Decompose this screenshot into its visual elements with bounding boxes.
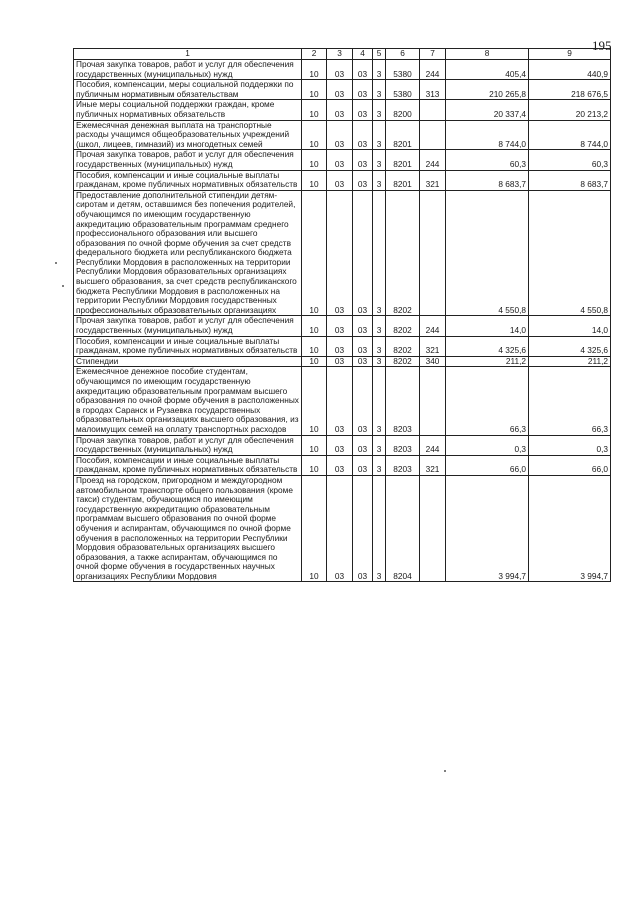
code-cell-c7: 321 <box>420 170 446 190</box>
amount-col8: 20 337,4 <box>446 100 529 120</box>
amount-col9: 66,3 <box>529 367 611 435</box>
code-cell-c3: 03 <box>327 60 353 80</box>
amount-col9: 8 744,0 <box>529 120 611 150</box>
row-description: Проезд на городском, пригородном и междугородном автомобильном транспорте общего пользования (кроме такси) студентам, обучающимся по имеющим государственную аккредитацию образовательным программам высшего образования по очной форме обучения и аспирантам, обучающимся по очной форме обучения в расположенных на территории Республики Мордовия образовательных организациях высшего образования, а также аспирантам, обучающимся по очной форме обучения в государственных научных организациях Республики Мордовия <box>74 475 302 582</box>
code-cell-c2: 10 <box>302 455 327 475</box>
amount-col8: 8 744,0 <box>446 120 529 150</box>
code-cell-c2: 10 <box>302 150 327 170</box>
code-cell-c4: 03 <box>353 367 373 435</box>
code-cell-c6: 5380 <box>386 80 420 100</box>
code-cell-c3: 03 <box>327 316 353 336</box>
amount-col8: 4 550,8 <box>446 190 529 316</box>
amount-col8: 8 683,7 <box>446 170 529 190</box>
amount-col9: 8 683,7 <box>529 170 611 190</box>
table-row <box>74 356 611 367</box>
code-cell-c2: 10 <box>302 316 327 336</box>
row-description: Прочая закупка товаров, работ и услуг для обеспечения государственных (муниципальных) нужд <box>74 60 302 80</box>
amount-col9: 66,0 <box>529 455 611 475</box>
code-cell-c2: 10 <box>302 100 327 120</box>
code-cell-c5: 3 <box>373 120 386 150</box>
code-cell-c5: 3 <box>373 60 386 80</box>
code-cell-c6: 5380 <box>386 60 420 80</box>
amount-col8: 3 994,7 <box>446 475 529 582</box>
code-cell-c6: 8204 <box>386 475 420 582</box>
code-cell-c6: 8203 <box>386 367 420 435</box>
code-cell-c6: 8201 <box>386 150 420 170</box>
header-cell: 3 <box>327 49 353 60</box>
code-cell-c4: 03 <box>353 190 373 316</box>
table-row <box>74 60 611 80</box>
amount-col8: 60,3 <box>446 150 529 170</box>
amount-col9: 4 325,6 <box>529 336 611 356</box>
code-cell-c5: 3 <box>373 316 386 336</box>
header-cell: 8 <box>446 49 529 60</box>
header-cell: 6 <box>386 49 420 60</box>
header-cell: 5 <box>373 49 386 60</box>
code-cell-c5: 3 <box>373 356 386 367</box>
amount-col9: 60,3 <box>529 150 611 170</box>
code-cell-c2: 10 <box>302 367 327 435</box>
header-cell: 2 <box>302 49 327 60</box>
code-cell-c7 <box>420 367 446 435</box>
scan-speck <box>62 285 64 287</box>
row-description: Пособия, компенсации и иные социальные выплаты гражданам, кроме публичных нормативных обязательств <box>74 455 302 475</box>
code-cell-c6: 8202 <box>386 190 420 316</box>
code-cell-c7 <box>420 190 446 316</box>
code-cell-c7 <box>420 100 446 120</box>
row-description: Пособия, компенсации, меры социальной поддержки по публичным нормативным обязательствам <box>74 80 302 100</box>
code-cell-c7: 244 <box>420 60 446 80</box>
code-cell-c4: 03 <box>353 100 373 120</box>
code-cell-c5: 3 <box>373 100 386 120</box>
code-cell-c6: 8203 <box>386 435 420 455</box>
code-cell-c7: 321 <box>420 455 446 475</box>
code-cell-c7 <box>420 120 446 150</box>
scan-speck <box>444 770 446 772</box>
amount-col8: 0,3 <box>446 435 529 455</box>
row-description: Прочая закупка товаров, работ и услуг для обеспечения государственных (муниципальных) нужд <box>74 435 302 455</box>
amount-col8: 211,2 <box>446 356 529 367</box>
amount-col8: 66,3 <box>446 367 529 435</box>
code-cell-c3: 03 <box>327 475 353 582</box>
amount-col8: 210 265,8 <box>446 80 529 100</box>
header-cell: 9 <box>529 49 611 60</box>
header-cell: 7 <box>420 49 446 60</box>
code-cell-c4: 03 <box>353 150 373 170</box>
code-cell-c5: 3 <box>373 150 386 170</box>
code-cell-c7: 313 <box>420 80 446 100</box>
table-row <box>74 190 611 316</box>
code-cell-c7: 321 <box>420 336 446 356</box>
table-row <box>74 170 611 190</box>
amount-col8: 4 325,6 <box>446 336 529 356</box>
table-row <box>74 435 611 455</box>
code-cell-c3: 03 <box>327 190 353 316</box>
code-cell-c3: 03 <box>327 336 353 356</box>
code-cell-c7: 244 <box>420 150 446 170</box>
code-cell-c7: 244 <box>420 435 446 455</box>
header-cell: 1 <box>74 49 302 60</box>
table-row <box>74 336 611 356</box>
table-row <box>74 150 611 170</box>
code-cell-c3: 03 <box>327 356 353 367</box>
amount-col9: 3 994,7 <box>529 475 611 582</box>
code-cell-c2: 10 <box>302 356 327 367</box>
code-cell-c3: 03 <box>327 150 353 170</box>
budget-table <box>73 48 611 582</box>
amount-col9: 20 213,2 <box>529 100 611 120</box>
code-cell-c5: 3 <box>373 475 386 582</box>
code-cell-c5: 3 <box>373 170 386 190</box>
code-cell-c4: 03 <box>353 455 373 475</box>
page-number: 195 <box>592 38 612 53</box>
code-cell-c4: 03 <box>353 60 373 80</box>
code-cell-c3: 03 <box>327 435 353 455</box>
table-row <box>74 80 611 100</box>
row-description: Пособия, компенсации и иные социальные выплаты гражданам, кроме публичных нормативных обязательств <box>74 170 302 190</box>
code-cell-c7: 340 <box>420 356 446 367</box>
amount-col9: 4 550,8 <box>529 190 611 316</box>
row-description: Ежемесячное денежное пособие студентам, обучающимся по имеющим государственную аккредитацию образовательным программам высшего образования по очной форме обучения в расположенных в городах Саранск и Рузаевка государственных образовательных организациях высшего образования, из малоимущих семей на оплату транспортных расходов <box>74 367 302 435</box>
row-description: Пособия, компенсации и иные социальные выплаты гражданам, кроме публичных нормативных обязательств <box>74 336 302 356</box>
row-description: Прочая закупка товаров, работ и услуг для обеспечения государственных (муниципальных) нужд <box>74 316 302 336</box>
code-cell-c6: 8202 <box>386 356 420 367</box>
table-row <box>74 120 611 150</box>
code-cell-c7 <box>420 475 446 582</box>
code-cell-c4: 03 <box>353 316 373 336</box>
code-cell-c6: 8201 <box>386 120 420 150</box>
amount-col9: 440,9 <box>529 60 611 80</box>
code-cell-c5: 3 <box>373 435 386 455</box>
amount-col8: 405,4 <box>446 60 529 80</box>
row-description: Ежемесячная денежная выплата на транспортные расходы учащимся общеобразовательных учреждений (школ, лицеев, гимназий) из многодетных семей <box>74 120 302 150</box>
code-cell-c5: 3 <box>373 367 386 435</box>
row-description: Предоставление дополнительной стипендии детям-сиротам и детям, оставшимся без попечения родителей, обучающимся по имеющим государственную аккредитацию образовательным программам среднего профессионального образования или высшего образования по очной форме обучения за счет средств федерального бюджета или республиканского бюджета Республики Мордовия в расположенных на территории Республики Мордовия образовательных организациях высшего образования, за счет средств республиканского бюджета Республики Мордовия в расположенных на территории Республики Мордовия государственных профессиональных образовательных организациях <box>74 190 302 316</box>
code-cell-c3: 03 <box>327 80 353 100</box>
code-cell-c3: 03 <box>327 100 353 120</box>
code-cell-c3: 03 <box>327 120 353 150</box>
code-cell-c5: 3 <box>373 455 386 475</box>
code-cell-c2: 10 <box>302 80 327 100</box>
code-cell-c4: 03 <box>353 336 373 356</box>
code-cell-c4: 03 <box>353 356 373 367</box>
table-row <box>74 367 611 435</box>
amount-col9: 211,2 <box>529 356 611 367</box>
code-cell-c2: 10 <box>302 475 327 582</box>
code-cell-c3: 03 <box>327 367 353 435</box>
row-description: Прочая закупка товаров, работ и услуг для обеспечения государственных (муниципальных) нужд <box>74 150 302 170</box>
code-cell-c2: 10 <box>302 435 327 455</box>
amount-col8: 14,0 <box>446 316 529 336</box>
code-cell-c6: 8201 <box>386 170 420 190</box>
code-cell-c4: 03 <box>353 120 373 150</box>
code-cell-c4: 03 <box>353 435 373 455</box>
code-cell-c2: 10 <box>302 336 327 356</box>
code-cell-c6: 8200 <box>386 100 420 120</box>
amount-col9: 14,0 <box>529 316 611 336</box>
table-row <box>74 316 611 336</box>
row-description: Стипендии <box>74 356 302 367</box>
code-cell-c4: 03 <box>353 80 373 100</box>
code-cell-c2: 10 <box>302 190 327 316</box>
scan-speck <box>55 262 57 264</box>
code-cell-c3: 03 <box>327 170 353 190</box>
code-cell-c4: 03 <box>353 475 373 582</box>
code-cell-c4: 03 <box>353 170 373 190</box>
code-cell-c6: 8202 <box>386 336 420 356</box>
code-cell-c2: 10 <box>302 120 327 150</box>
amount-col9: 218 676,5 <box>529 80 611 100</box>
code-cell-c2: 10 <box>302 60 327 80</box>
row-description: Иные меры социальной поддержки граждан, кроме публичных нормативных обязательств <box>74 100 302 120</box>
header-cell: 4 <box>353 49 373 60</box>
code-cell-c3: 03 <box>327 455 353 475</box>
amount-col9: 0,3 <box>529 435 611 455</box>
code-cell-c2: 10 <box>302 170 327 190</box>
code-cell-c6: 8202 <box>386 316 420 336</box>
table-header-row <box>74 49 611 60</box>
code-cell-c5: 3 <box>373 190 386 316</box>
table-row <box>74 100 611 120</box>
code-cell-c6: 8203 <box>386 455 420 475</box>
amount-col8: 66,0 <box>446 455 529 475</box>
table-row <box>74 455 611 475</box>
code-cell-c7: 244 <box>420 316 446 336</box>
code-cell-c5: 3 <box>373 80 386 100</box>
table-row <box>74 475 611 582</box>
code-cell-c5: 3 <box>373 336 386 356</box>
